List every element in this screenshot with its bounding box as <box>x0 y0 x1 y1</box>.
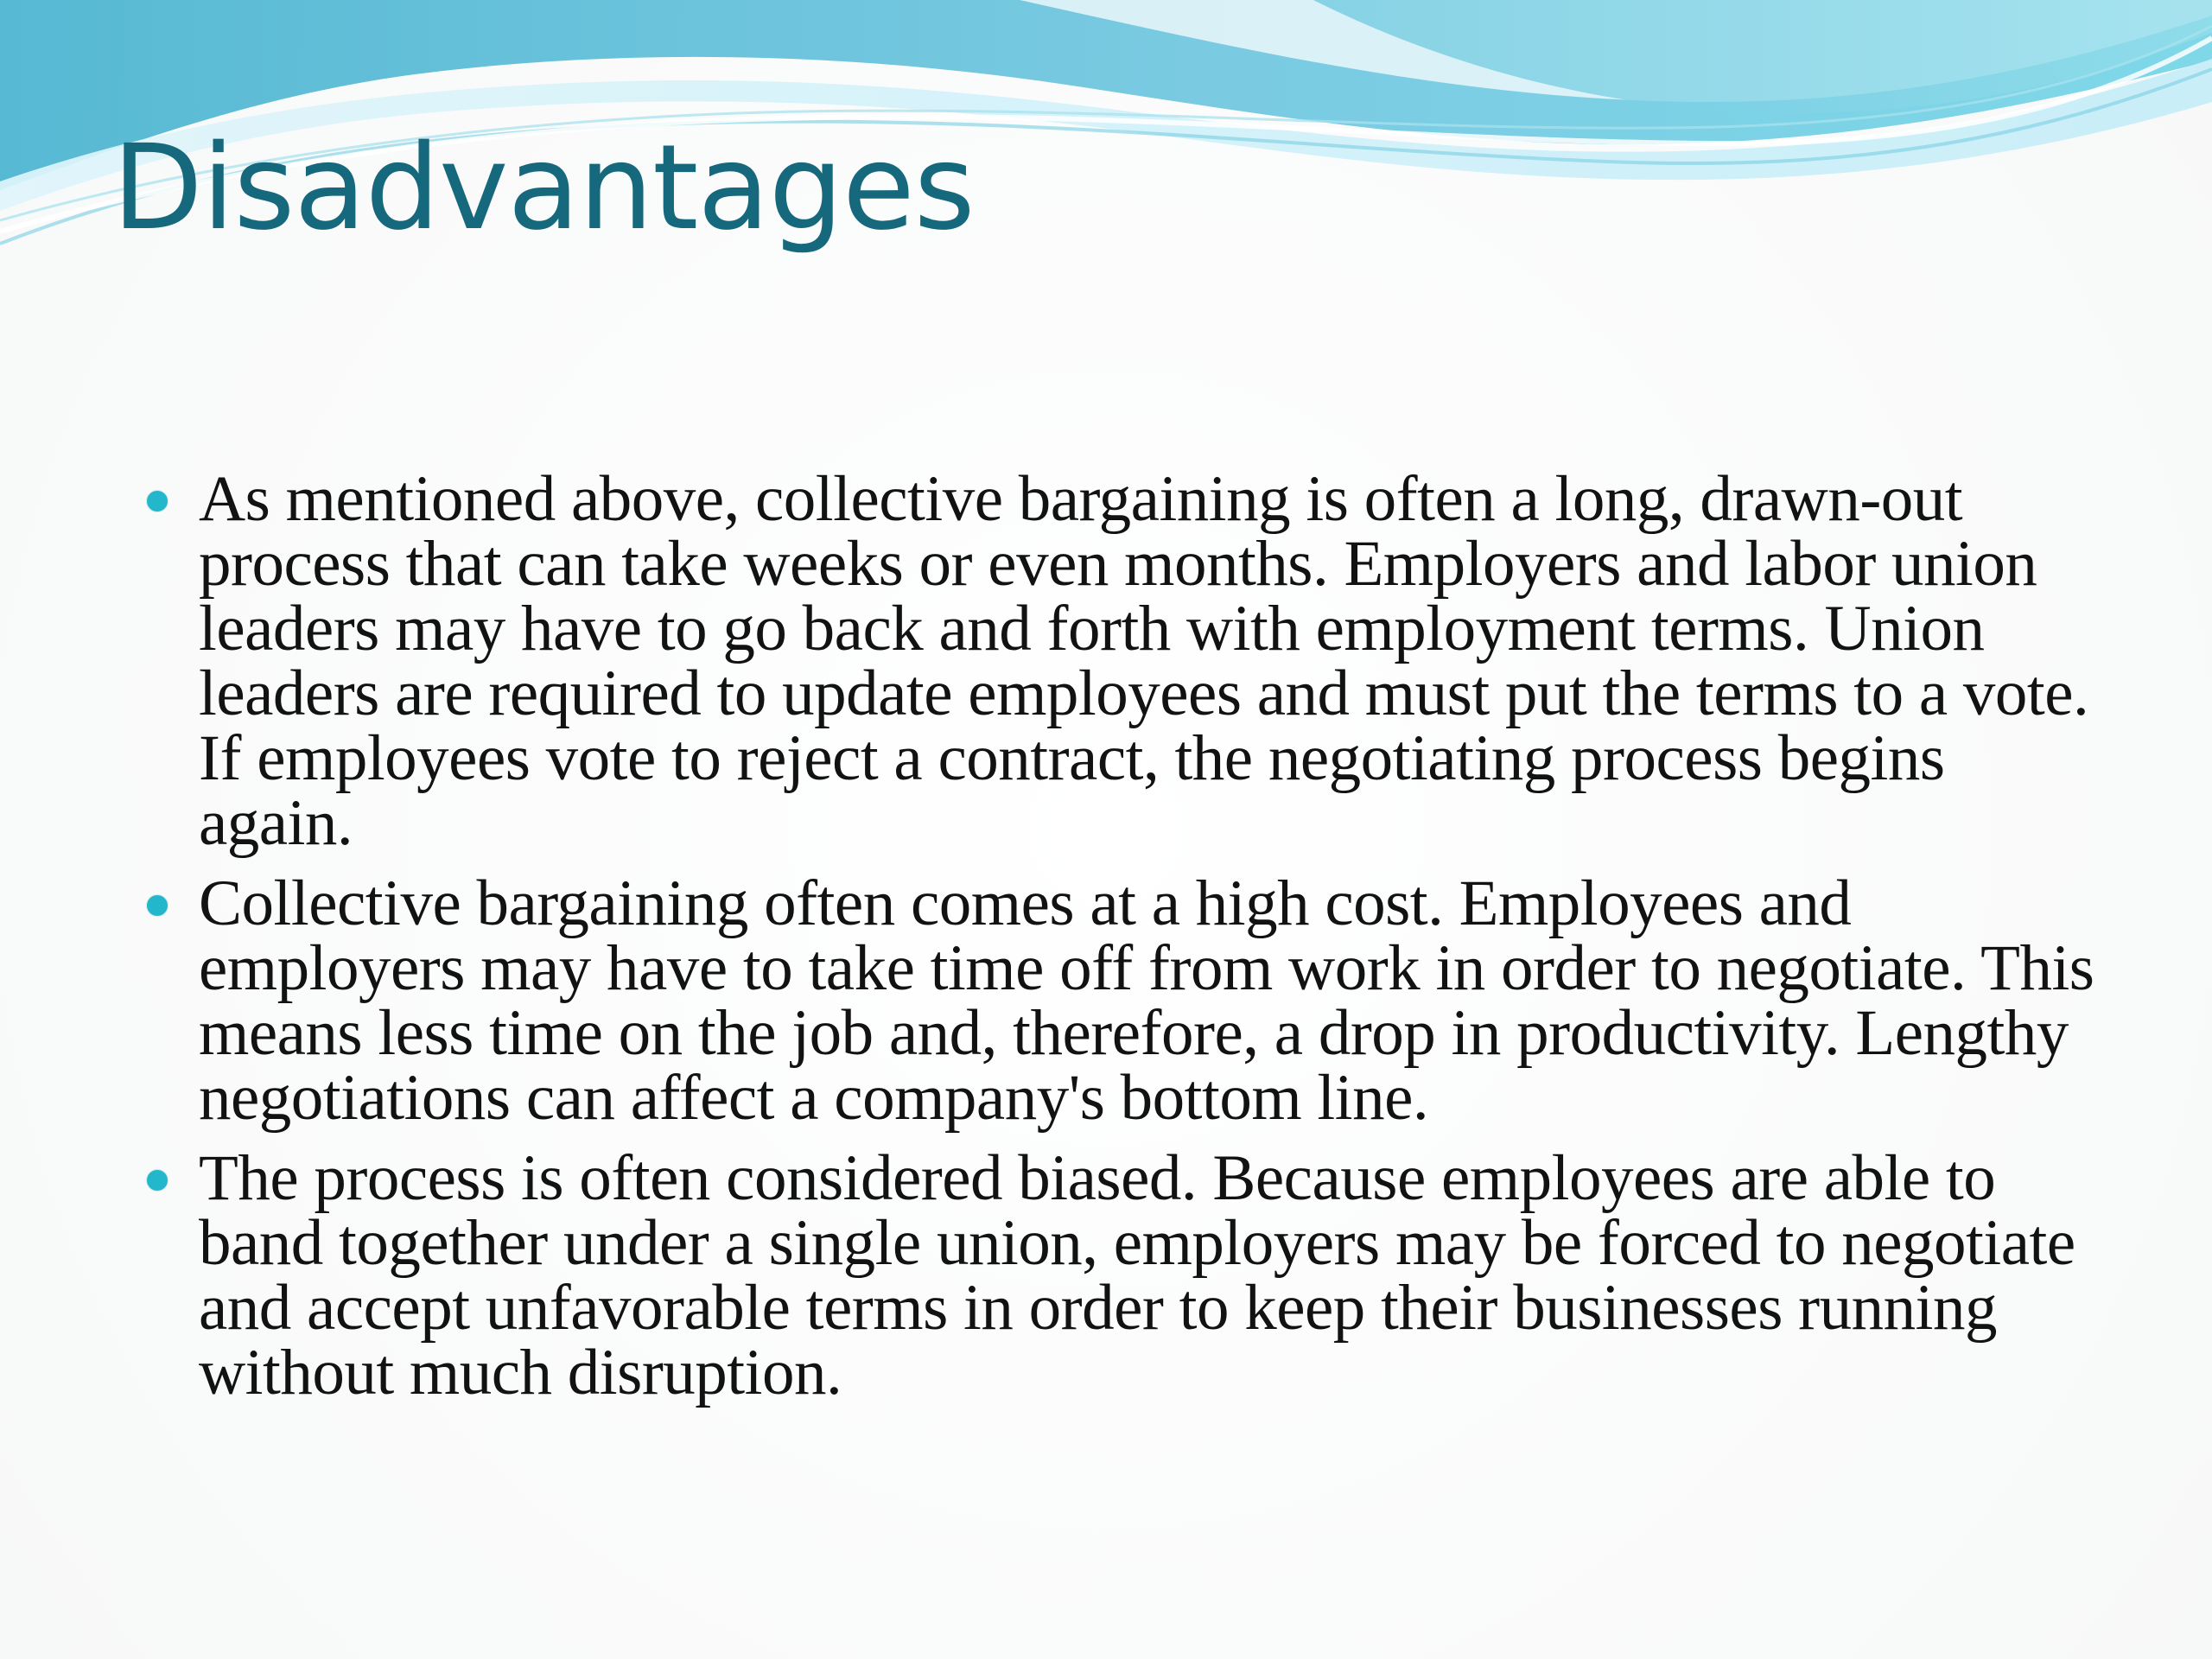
bullet-list <box>147 463 2100 1421</box>
bullet-item-3 <box>147 1142 2100 1408</box>
circle-bullet-icon <box>147 895 168 916</box>
bullet-item-2 <box>147 868 2100 1134</box>
circle-bullet-icon <box>147 491 168 512</box>
bullet-text-1: As mentioned above, collective bargaining is often a long, drawn-out process that can take weeks or even months. Employers and labor union leaders may have to go back and forth with employment terms. Union leaders are required to update employees and must put the terms to a vote. If employees vote to reject a contract, the negotiating process begins again. <box>199 463 2089 859</box>
bullet-text-3: The process is often considered biased. Because employees are able to band together under a single union, employers may be forced to negotiate and accept unfavorable terms in order to keep their businesses running without much disruption. <box>199 1142 2075 1408</box>
bullet-item-1 <box>147 463 2100 859</box>
circle-bullet-icon <box>147 1170 168 1191</box>
bullet-text-2: Collective bargaining often comes at a high cost. Employees and employers may have to take time off from work in order to negotiate. This means less time on the job and, therefore, a drop in productivity. Lengthy negotiations can affect a company's bottom line. <box>199 868 2094 1134</box>
slide-title: Disadvantages <box>112 120 975 257</box>
